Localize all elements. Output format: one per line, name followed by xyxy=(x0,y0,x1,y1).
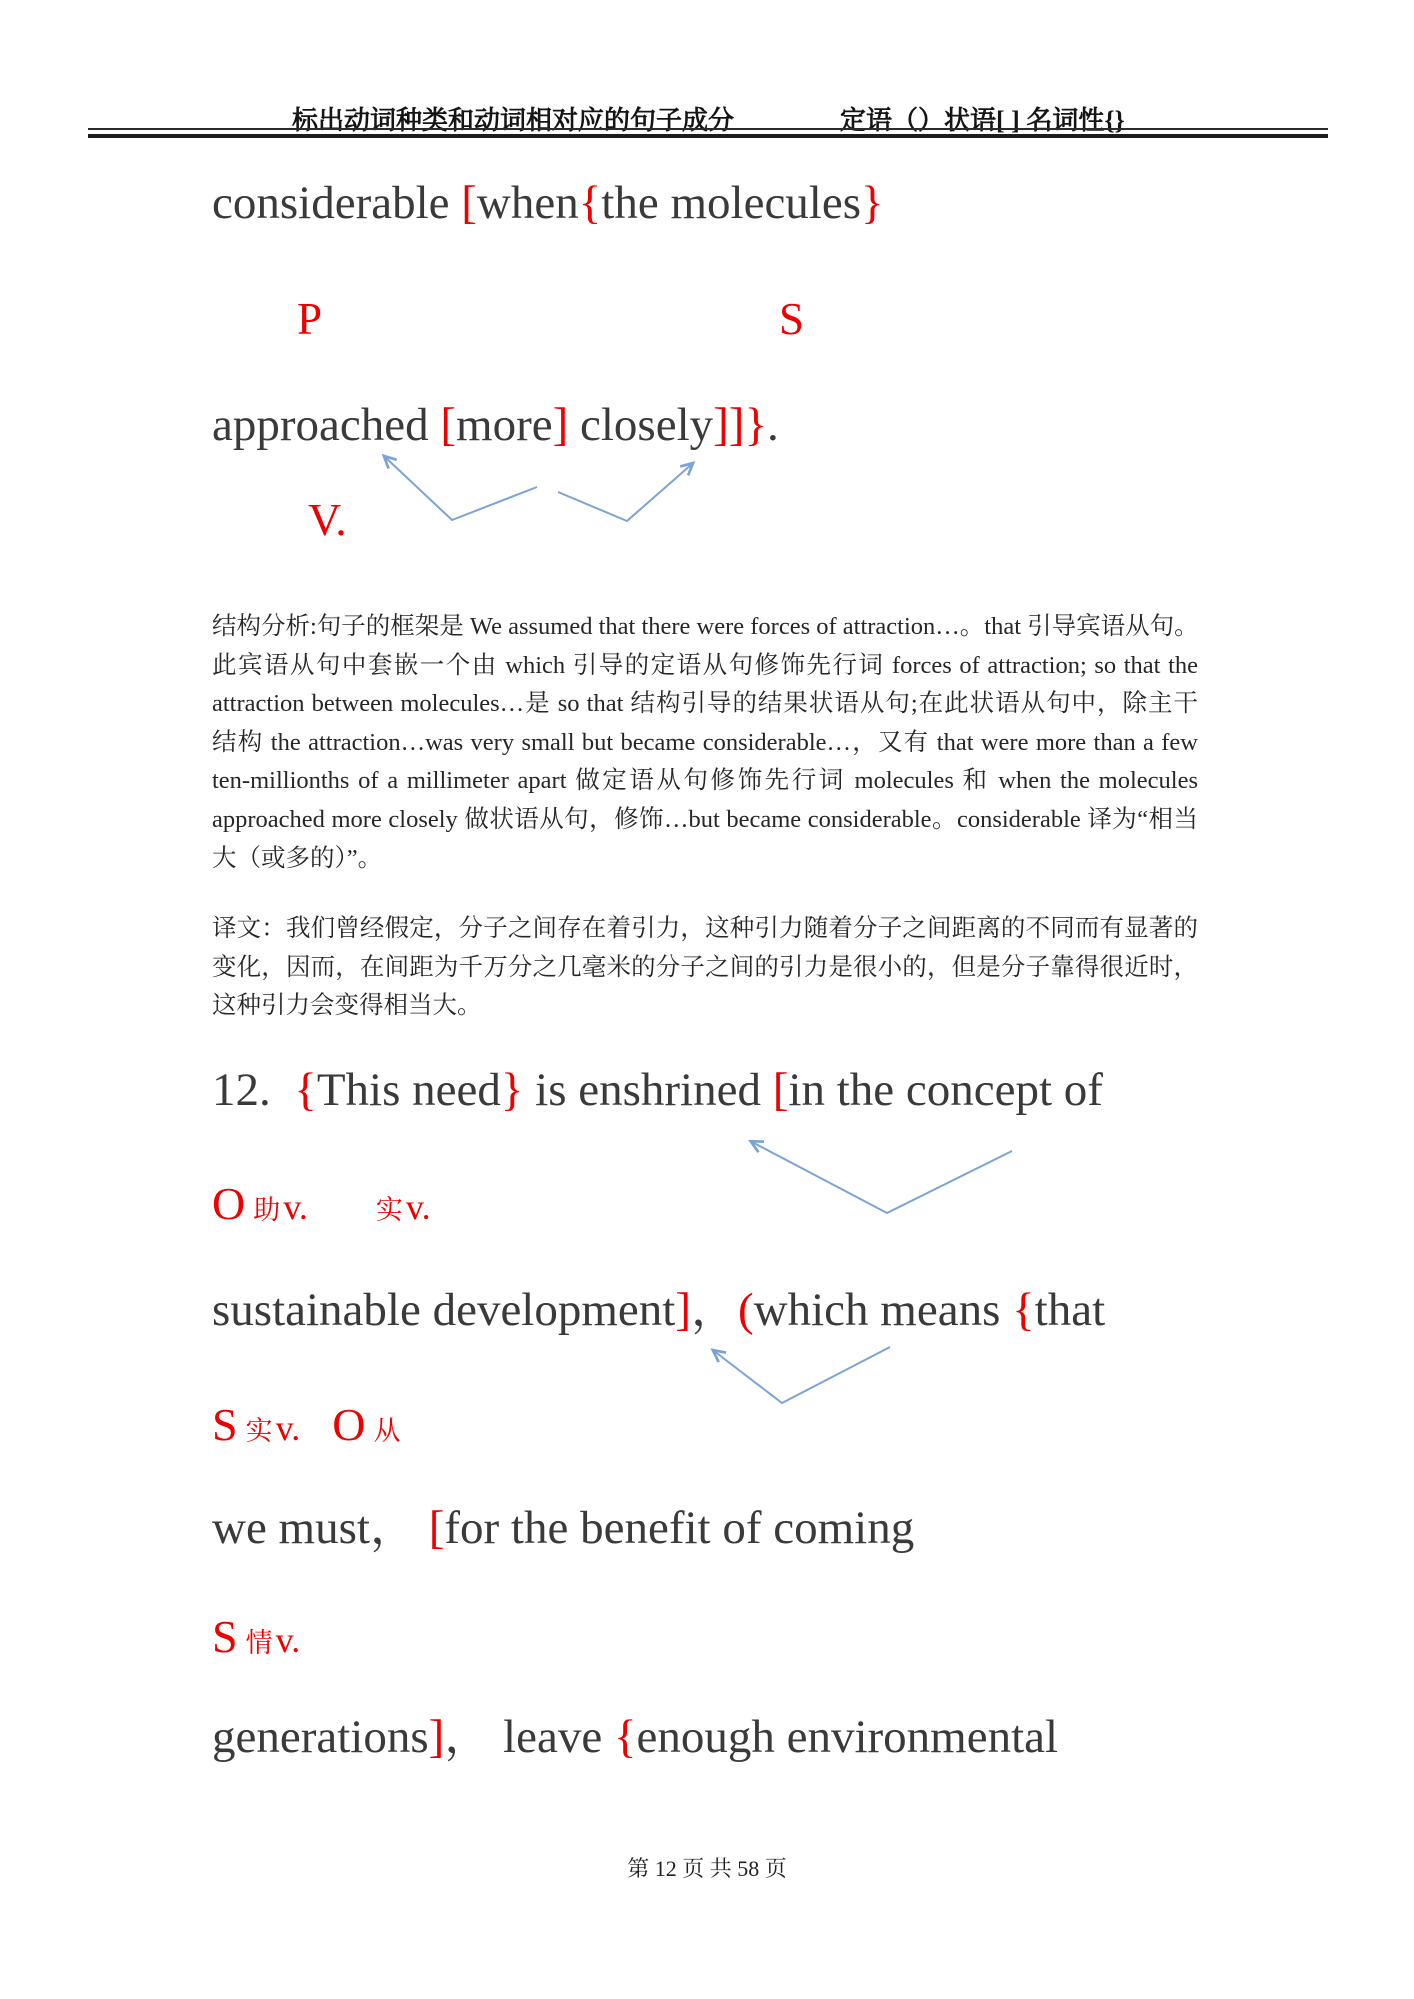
text-segment: ( xyxy=(738,1284,754,1336)
header-left-title: 标出动词种类和动词相对应的句子成分 xyxy=(292,106,735,135)
text-segment: generations xyxy=(212,1711,429,1763)
text-segment: leave xyxy=(503,1711,614,1763)
text-segment: O xyxy=(332,1399,366,1450)
text-segment: { xyxy=(1012,1284,1035,1336)
text-segment: S xyxy=(212,1611,238,1662)
text-segment: This need xyxy=(316,1064,501,1116)
text-segment xyxy=(238,1439,246,1440)
text-segment: S xyxy=(212,1399,238,1450)
marker-predicative-p: P xyxy=(297,294,323,344)
arrow-to-development xyxy=(714,1347,890,1403)
text-segment xyxy=(238,1651,246,1652)
sentence11-line1 xyxy=(212,176,884,230)
structure-analysis-paragraph xyxy=(212,608,1198,878)
marker-verb-v: V. xyxy=(308,494,347,545)
arrow-to-approached xyxy=(385,457,537,520)
text-segment: [ xyxy=(440,399,457,451)
text-segment: sustainable development xyxy=(212,1284,676,1336)
text-segment: is enshrined xyxy=(523,1064,773,1116)
text-segment: closely xyxy=(568,399,714,451)
header-right-legend: 定语（）状语[ ] 名词性{} xyxy=(840,106,1125,135)
text-segment: in the concept of xyxy=(788,1064,1103,1116)
text-segment: [ xyxy=(461,177,477,229)
text-segment: { xyxy=(613,1711,637,1763)
text-segment: { xyxy=(578,177,602,229)
arrow-to-closely xyxy=(558,464,692,521)
text-segment: v. xyxy=(275,1408,301,1448)
paragraph-line: ten-millionths of a millimeter apart 做定语从句修饰先行词 molecules 和 when the molecules xyxy=(212,767,1198,795)
text-segment: the molecules xyxy=(601,177,862,229)
text-segment: 实 xyxy=(245,1416,273,1446)
text-segment: 助 xyxy=(253,1195,281,1225)
paragraph-line: 变化，因而，在间距为千万分之几毫米的分子之间的引力是很小的，但是分子靠得很近时， xyxy=(212,953,1198,981)
text-segment: ] xyxy=(552,399,569,451)
text-segment xyxy=(300,1439,332,1440)
text-segment: { xyxy=(294,1064,317,1116)
text-segment: 从 xyxy=(373,1416,401,1446)
paragraph-line: 结构分析:句子的框架是 We assumed that there were forces of attraction…。that 引导宾语从句。 xyxy=(212,613,1199,640)
sentence12-marker-row-3 xyxy=(212,1611,301,1662)
text-segment: when xyxy=(476,177,579,229)
text-segment: v. xyxy=(283,1187,308,1227)
paragraph-line: attraction between molecules…是 so that 结构引导的结果状语从句;在此状语从句中，除主干 xyxy=(212,690,1198,718)
text-segment: 实 xyxy=(375,1195,403,1225)
sentence11-line2 xyxy=(212,398,779,452)
text-segment: v. xyxy=(405,1187,431,1227)
text-segment: that xyxy=(1034,1284,1106,1336)
text-segment: ， xyxy=(444,1711,504,1763)
sentence12-line1 xyxy=(212,1063,1103,1117)
text-segment: enough environmental xyxy=(636,1711,1059,1763)
paragraph-line: 这种引力会变得相当大。 xyxy=(212,992,482,1020)
paragraph-line: 大（或多的）”。 xyxy=(212,844,383,872)
text-segment: } xyxy=(500,1064,524,1116)
translation-paragraph xyxy=(212,910,1198,1026)
sentence12-line4 xyxy=(212,1710,1058,1764)
text-segment: v. xyxy=(275,1620,301,1660)
text-segment: } xyxy=(861,177,884,229)
header-rule xyxy=(88,128,1328,138)
paragraph-line: 此宾语从句中套嵌一个由 which 引导的定语从句修饰先行词 forces of attraction; so that the xyxy=(212,651,1198,679)
page-footer: 第 12 页 共 58 页 xyxy=(627,1856,787,1881)
paragraph-line: 译文：我们曾经假定，分子之间存在着引力，这种引力随着分子之间距离的不同而有显著的 xyxy=(212,915,1198,942)
marker-subject-s: S xyxy=(779,294,805,344)
text-segment: ]]} xyxy=(713,399,768,451)
text-segment: for the benefit of coming xyxy=(444,1502,915,1554)
text-segment: 情 xyxy=(245,1628,273,1658)
paragraph-line: approached more closely 做状语从句，修饰…but became considerable。considerable 译为“相当 xyxy=(212,805,1198,833)
text-segment: approached xyxy=(212,399,441,451)
paragraph-line: 结构 the attraction…was very small but became considerable…，又有 that were more than a few xyxy=(212,728,1198,756)
text-segment: 12. xyxy=(212,1064,295,1116)
text-segment: ， xyxy=(691,1284,739,1336)
text-segment: [ xyxy=(772,1064,789,1116)
text-segment xyxy=(308,1218,376,1219)
text-segment: ] xyxy=(675,1284,692,1336)
text-segment: which means xyxy=(753,1284,1013,1336)
text-segment: O xyxy=(212,1178,246,1229)
text-segment: . xyxy=(767,399,779,451)
text-segment: more xyxy=(456,399,553,451)
sentence12-marker-row-2 xyxy=(212,1399,401,1450)
text-segment: ] xyxy=(428,1711,445,1763)
text-segment: considerable xyxy=(212,177,462,229)
arrow-to-enshrined xyxy=(752,1142,1012,1213)
text-segment: we must xyxy=(212,1502,370,1554)
text-segment: ， xyxy=(369,1502,429,1554)
text-segment xyxy=(366,1439,374,1440)
text-segment: [ xyxy=(428,1502,445,1554)
sentence12-line3 xyxy=(212,1501,914,1555)
sentence12-marker-row-1 xyxy=(212,1178,431,1229)
sentence12-line2 xyxy=(212,1283,1105,1337)
